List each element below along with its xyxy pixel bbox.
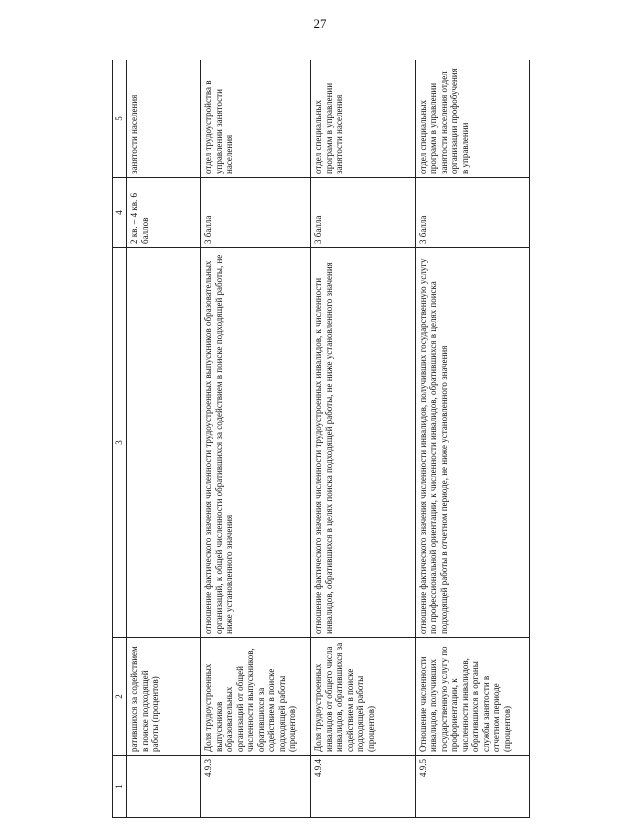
row-executor: отдел трудоустройства в управлении занятости населения xyxy=(201,60,311,178)
page-number: 27 xyxy=(313,16,327,31)
row-indicator: ратившихся за содействием в поиске подходящей работы (процентов) xyxy=(127,638,201,756)
row-formula: отношение фактического значения численности трудоустроенных инвалидов, к численности инвалидов, обратившихся в целях поиска подходящей работы, не ниже установленного значения xyxy=(311,248,415,638)
row-term: 3 балла xyxy=(311,178,415,248)
table-row xyxy=(415,60,529,818)
row-executor: отдел специальных программ в управлении занятости населения отдел организации профобучения в управлении xyxy=(415,60,529,178)
table-region xyxy=(112,60,530,818)
row-executor: отдел специальных программ в управлении занятости населения xyxy=(311,60,415,178)
header-col-1: 1 xyxy=(113,756,127,818)
rotated-table-container xyxy=(112,60,530,818)
row-number: 4.9.4 xyxy=(311,756,415,818)
row-number: 4.9.5 xyxy=(415,756,529,818)
row-number: 4.9.3 xyxy=(201,756,311,818)
indicators-table xyxy=(112,60,530,818)
header-col-2: 2 xyxy=(113,638,127,756)
row-number xyxy=(127,756,201,818)
row-formula: отношение фактического значения численности инвалидов, получивших государственную услугу по профессиональной ориентации, к численности инвалидов, обратившихся в целях поиска подходящей работы в отчетном периоде, не ниже установленного значения xyxy=(415,248,529,638)
row-formula: отношение фактического значения численности трудоустроенных выпускников образовательных организаций, к общей численности обратившихся за содействием в поиске подходящей работы, не ниже установленного значения xyxy=(201,248,311,638)
table-row xyxy=(311,60,415,818)
header-col-5: 5 xyxy=(113,60,127,178)
row-indicator: Отношение численности инвалидов, получивших государственную услугу по профориентации, к численности инвалидов, обратившихся в органы службы занятости в отчетном периоде (процентов) xyxy=(415,638,529,756)
row-executor: занятости населения xyxy=(127,60,201,178)
row-term: 3 балла xyxy=(201,178,311,248)
row-indicator: Доля трудоустроенных инвалидов от общего числа инвалидов, обратившихся за содействием в поиске подходящей работы (процентов) xyxy=(311,638,415,756)
header-col-4: 4 xyxy=(113,178,127,248)
table-row xyxy=(127,60,201,818)
row-indicator: Доля трудоустроенных выпускников образовательных организаций от общей численности выпускников, обратившихся за содействием в поиске подходящей работы (процентов) xyxy=(201,638,311,756)
row-formula xyxy=(127,248,201,638)
header-col-3: 3 xyxy=(113,248,127,638)
row-term: 2 кв. – 4 кв. 6 баллов xyxy=(127,178,201,248)
table-row xyxy=(201,60,311,818)
table-header-row xyxy=(113,60,127,818)
row-term: 3 балла xyxy=(415,178,529,248)
